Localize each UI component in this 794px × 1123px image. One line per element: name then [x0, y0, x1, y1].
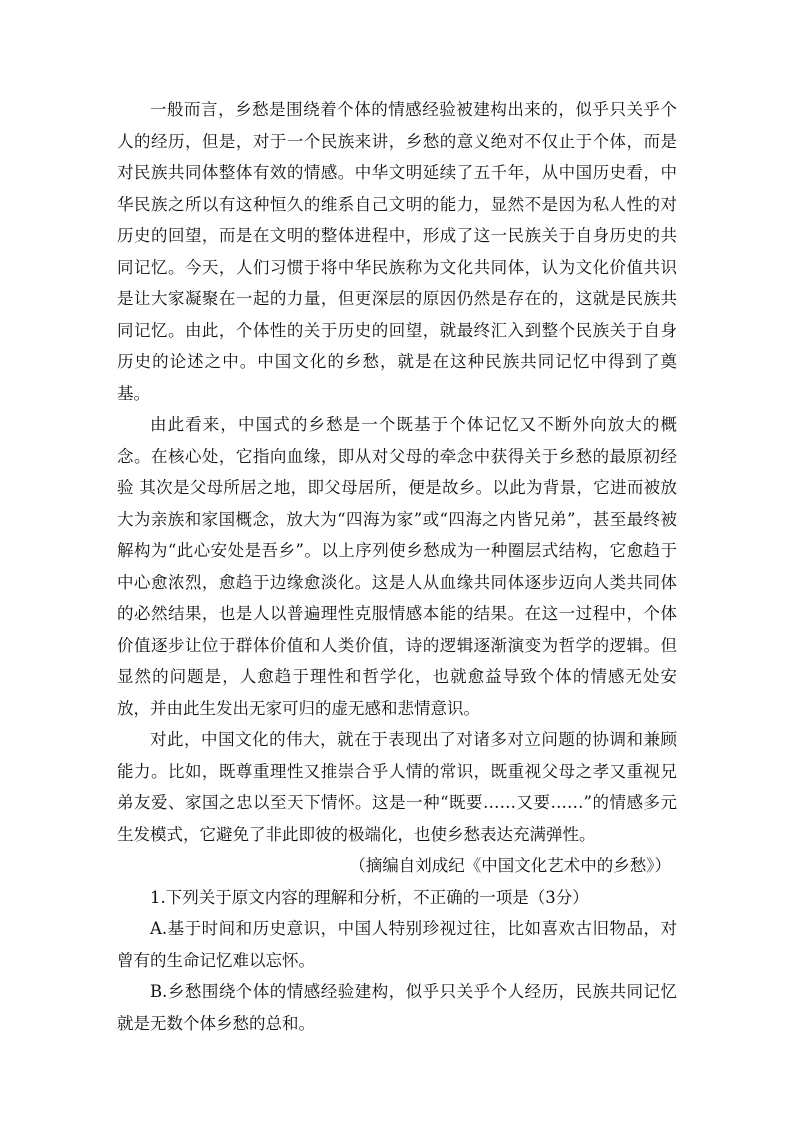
- article-source: （摘编自刘成纪《中国文化艺术中的乡愁》）: [349, 856, 671, 875]
- question-option-a: A.基于时间和历史意识，中国人特别珍视过往，比如喜欢古旧物品，对曾有的生命记忆难以忘怀。: [117, 919, 677, 970]
- question-option-b: B.乡愁围绕个体的情感经验建构，似乎只关乎个人经历，民族共同记忆就是无数个体乡愁的总和。: [117, 982, 677, 1033]
- article-paragraph-1: 一般而言，乡愁是围绕着个体的情感经验被建构出来的，似乎只关乎个人的经历，但是，对于一个民族来讲，乡愁的意义绝对不仅止于个体，而是对民族共同体整体有效的情感。中华文明延续了五千年，从中国历史看，中华民族之所以有这种恒久的维系自己文明的能力，显然不是因为私人性的对历史的回望，而是在文明的整体进程中，形成了这一民族关于自身历史的共同记忆。今天，人们习惯于将中华民族称为文化共同体，认为文化价值共识是让大家凝聚在一起的力量，但更深层的原因仍然是存在的，这就是民族共同记忆。由此，个体性的关于历史的回望，就最终汇入到整个民族关于自身历史的论述之中。中国文化的乡愁，就是在这种民族共同记忆中得到了奠基。: [117, 100, 677, 403]
- article-paragraph-3: 对此，中国文化的伟大，就在于表现出了对诸多对立问题的协调和兼顾能力。比如，既尊重理性又推崇合乎人情的常识，既重视父母之孝又重视兄弟友爱、家国之忠以至天下情怀。这是一种“既要……又要……”的情感多元生发模式，它避免了非此即彼的极端化，也使乡愁表达充满弹性。: [117, 730, 677, 844]
- document-page: [117, 94, 677, 1039]
- article-paragraph-2: 由此看来，中国式的乡愁是一个既基于个体记忆又不断外向放大的概念。在核心处，它指向血缘，即从对父母的牵念中获得关于乡愁的最原初经验 其次是父母所居之地，即父母居所，便是故乡。以此为背景，它进而被放大为亲族和家国概念，放大为“四海为家”或“四海之内皆兄弟”，甚至最终被解构为“此心安处是吾乡”。以上序列使乡愁成为一种圈层式结构，它愈趋于中心愈浓烈，愈趋于边缘愈淡化。这是人从血缘共同体逐步迈向人类共同体的必然结果，也是人以普遍理性克服情感本能的结果。在这一过程中，个体价值逐步让位于群体价值和人类价值，诗的逻辑逐渐演变为哲学的逻辑。但显然的问题是，人愈趋于理性和哲学化，也就愈益导致个体的情感无处安放，并由此生发出无家可归的虚无感和悲情意识。: [117, 415, 677, 718]
- question-stem: 1.下列关于原文内容的理解和分析，不正确的一项是（3分）: [150, 887, 589, 907]
